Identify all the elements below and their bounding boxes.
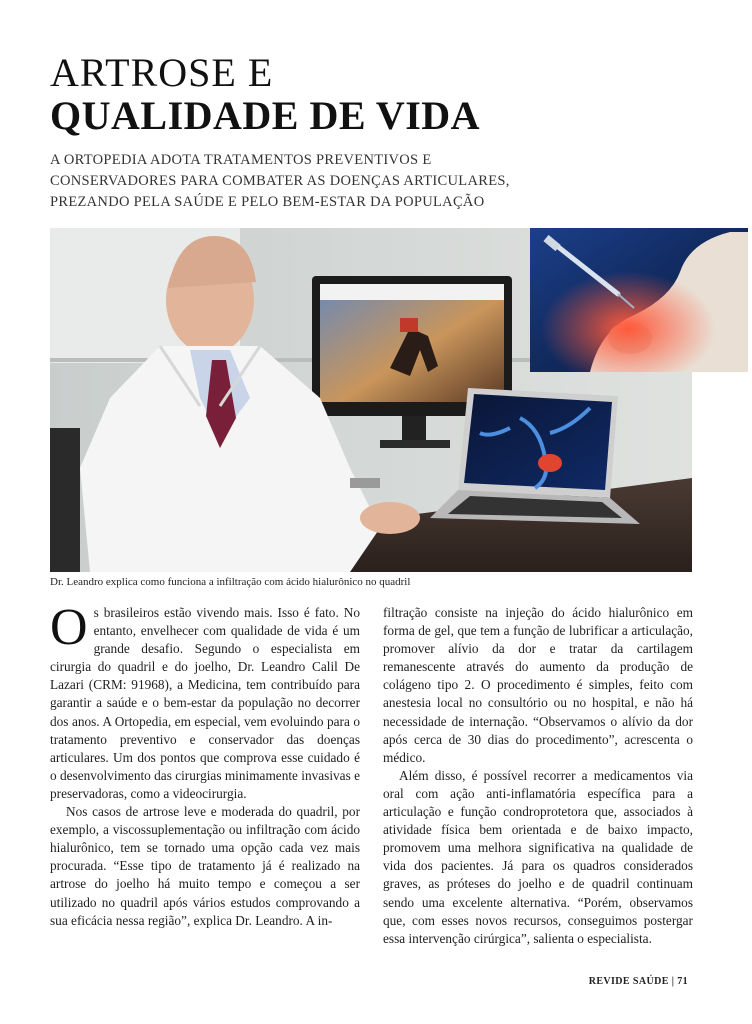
photo-caption: Dr. Leandro explica como funciona a infiltração com ácido hialurônico no quadril [50,576,411,588]
subtitle-line: A ORTOPEDIA ADOTA TRATAMENTOS PREVENTIVOS E [50,152,432,168]
paragraph: Nos casos de artrose leve e moderada do quadril, por exemplo, a viscossuplementação ou infiltração com ácido hialurônico, tem se tornado uma opção cada vez mais procurada. “Esse tipo de tratamento já é realizado na artrose do joelho há muito tempo e começou a ser utilizado no quadril após vários estudos comprovando a sua eficácia nessa região”, explica Dr. Leandro. A in- [50,804,360,928]
subtitle-line: CONSERVADORES PARA COMBATER AS DOENÇAS ARTICULARES, [50,173,510,189]
hip-injection-image [530,228,748,372]
title-line-2: QUALIDADE DE VIDA [50,93,481,138]
article-subtitle [50,150,710,213]
drop-cap: O [50,599,88,656]
paragraph [50,599,360,803]
page-footer: REVIDE SAÚDE | 71 [588,976,688,987]
paragraph-text: s brasileiros estão vivendo mais. Isso é fato. No entanto, envelhecer com qualidade de vida é um grande desafio. Segundo o especialista em cirurgia do quadril e do joelho, Dr. Leandro Calil De Lazari (CRM: 91968), a Medicina, tem contribuído para garantir a saúde e o bem-estar da população no decorrer dos anos. A Ortopedia, em especial, vem evoluindo para o tratamento preventivo e conservador das doenças articulares. Um dos pontos que comprova esse cuidado é o desenvolvimento das cirurgias minimamente invasivas e preservadoras, como a videocirurgia. [50,605,360,801]
text-column-1 [50,599,360,930]
paragraph: Além disso, é possível recorrer a medicamentos via oral com ação anti-inflamatória específica para a articulação e função condroprotetora que, associados à atividade física bem orientada e de baixo impacto, promovem uma melhora significativa na qualidade de vida dos pacientes. Já para os quadros considerados graves, as próteses do joelho e de quadril continuam sendo uma excelente alternativa. “Porém, observamos que, com esses novos recursos, conseguimos postergar essa intervenção cirúrgica”, salienta o especialista. [383,767,693,946]
paragraph: filtração consiste na injeção do ácido hialurônico em forma de gel, que tem a função de lubrificar a articulação, promover alívio da dor e tratar da cartilagem remanescente através do aumento da produção de colágeno tipo 2. O procedimento é simples, feito com anestesia local no consultório ou no hospital, e não há necessidade de internação. “Observamos o alívio da dor após cerca de 30 dias do procedimento”, acrescenta o médico. [383,605,693,765]
title-line-1: ARTROSE E [50,50,274,95]
text-column-2 [383,604,693,948]
subtitle-line: PREZANDO PELA SAÚDE E PELO BEM-ESTAR DA POPULAÇÃO [50,194,485,210]
article-title [50,52,710,138]
